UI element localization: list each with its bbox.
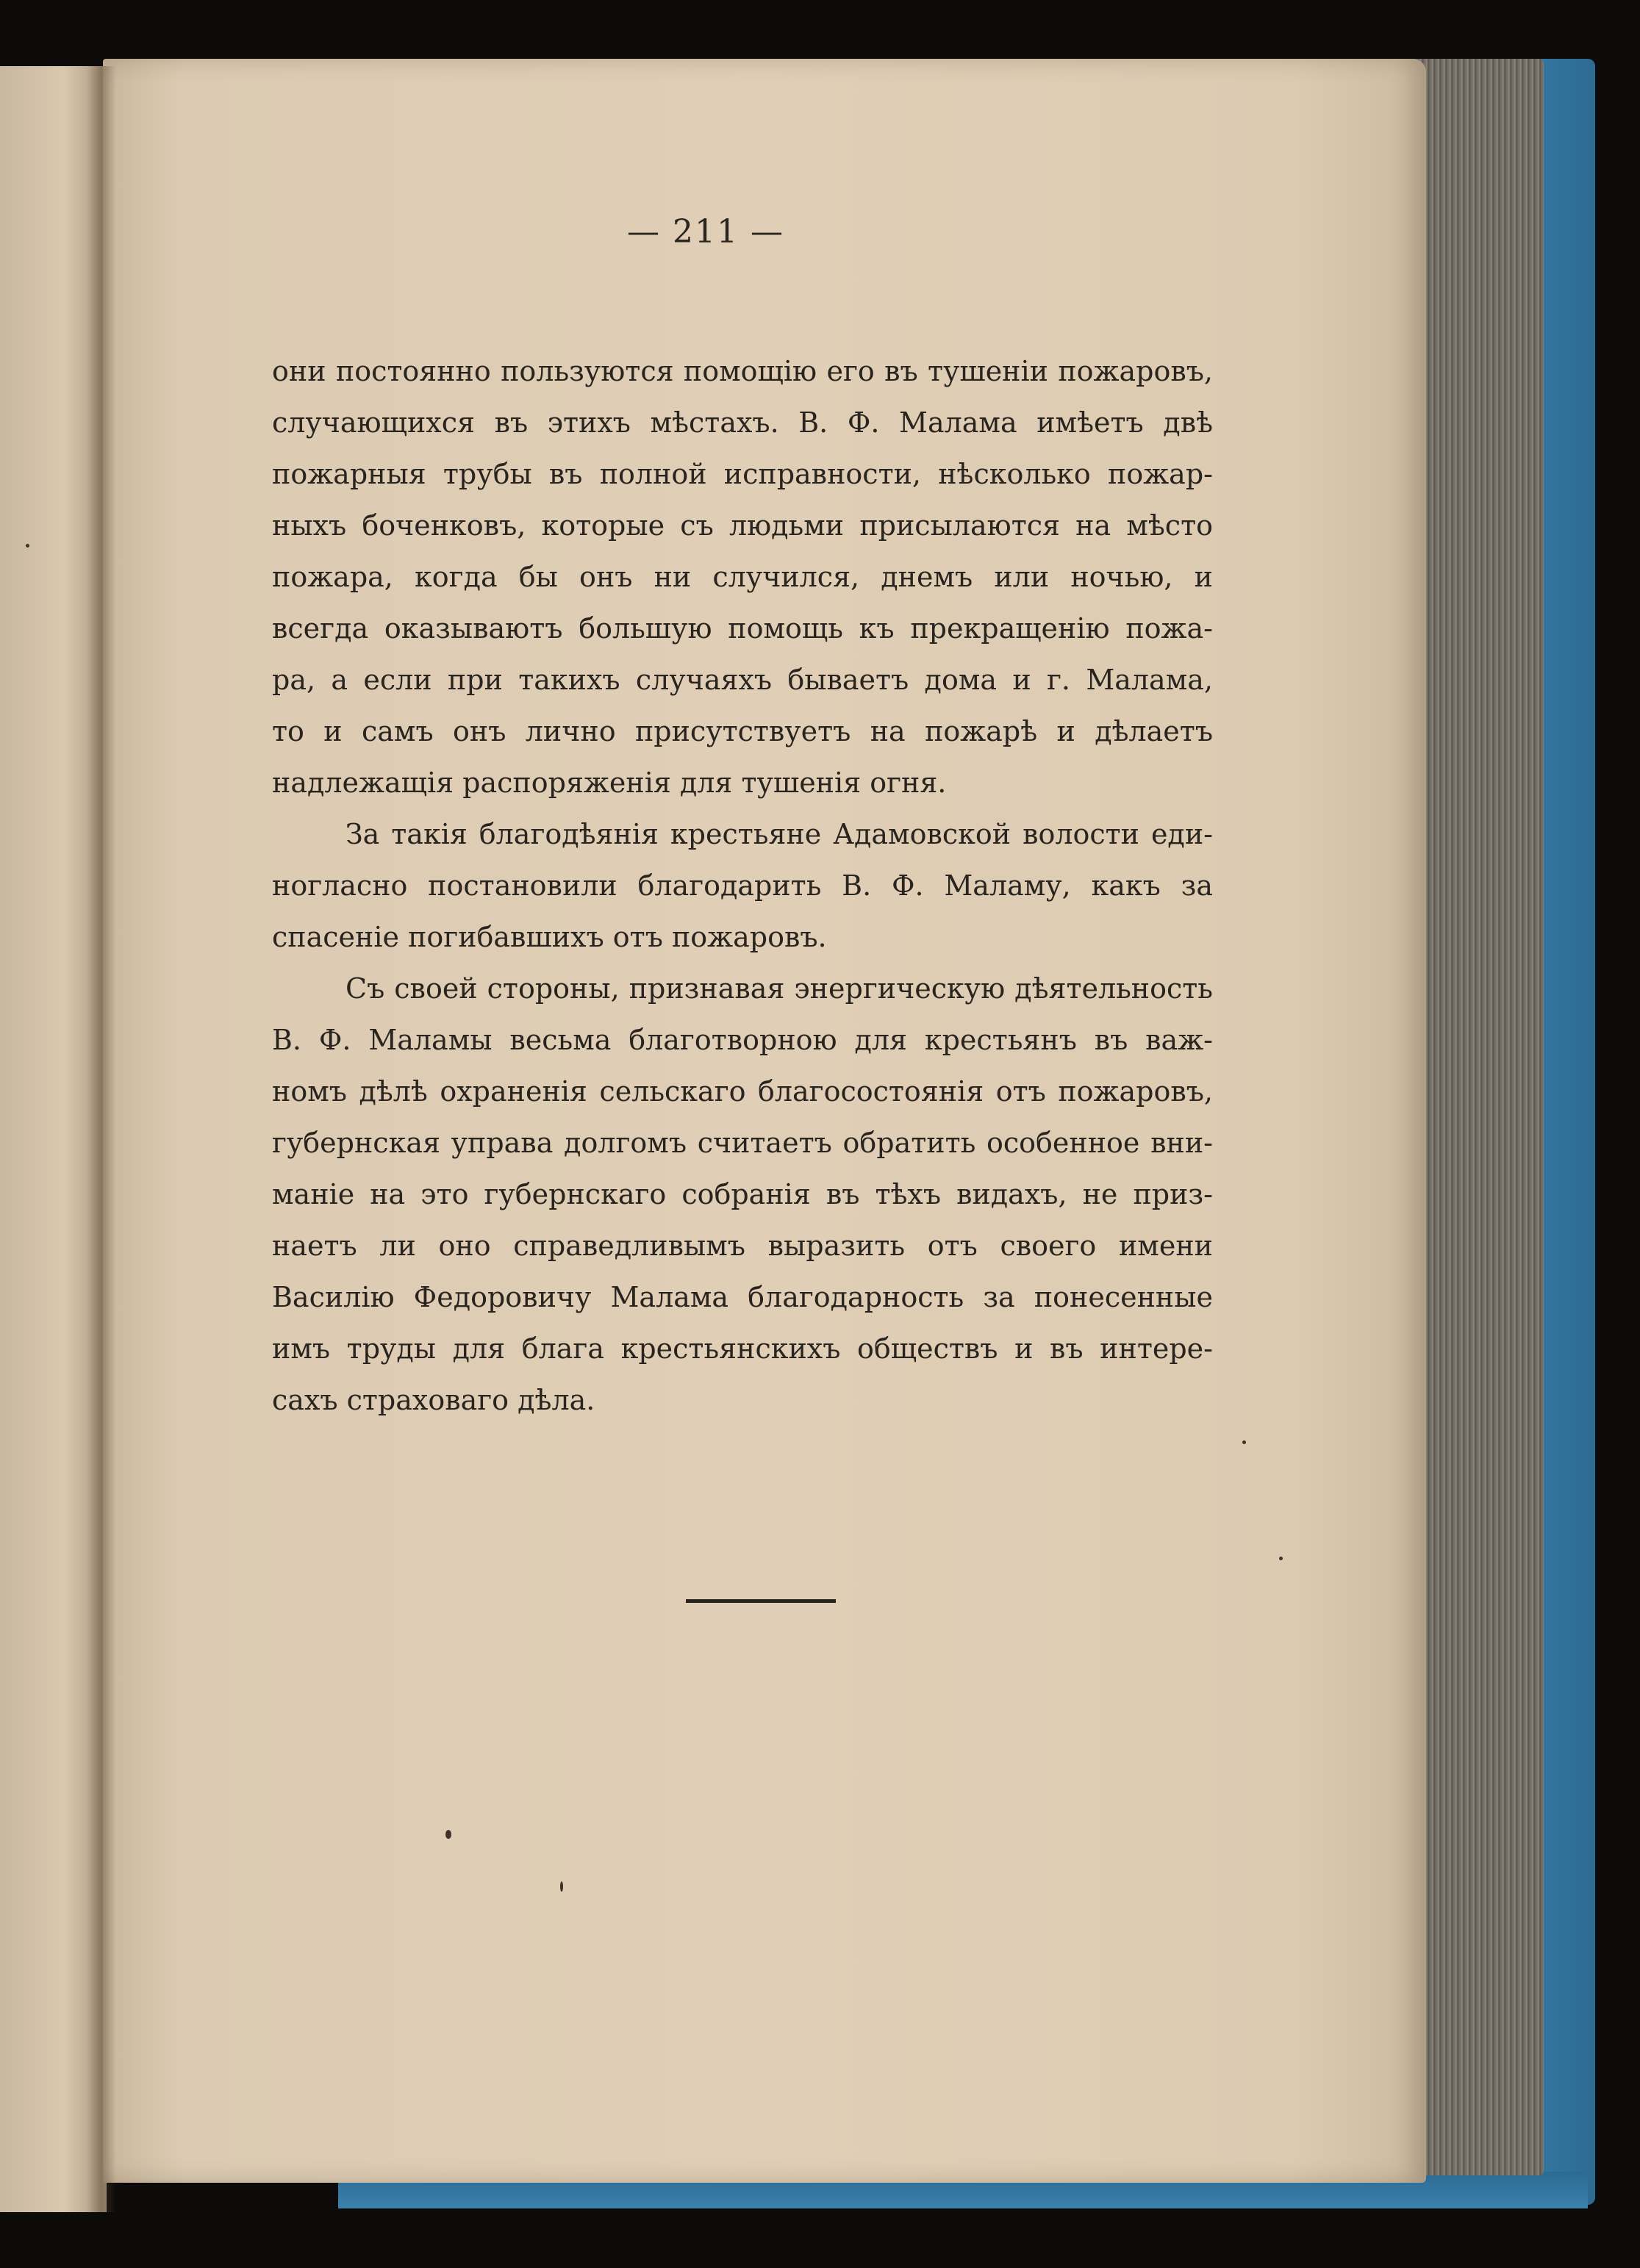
text-line: случающихся въ этихъ мѣстахъ. В. Ф. Малама имѣетъ двѣ — [272, 406, 1213, 439]
paper-speck — [560, 1881, 563, 1892]
text-line: они постоянно пользуются помощію его въ тушеніи пожаровъ, — [272, 355, 1213, 387]
text-line: Василію Федоровичу Малама благодарность за понесенные — [272, 1281, 1213, 1313]
text-line: всегда оказываютъ большую помощь къ прекращенію пожа- — [272, 612, 1213, 645]
text-line: номъ дѣлѣ охраненія сельскаго благосостоянія отъ пожаровъ, — [272, 1075, 1213, 1108]
paper-speck — [445, 1830, 451, 1839]
text-line: пожарныя трубы въ полной исправности, нѣсколько пожар- — [272, 458, 1213, 490]
text-line: спасеніе погибавшихъ отъ пожаровъ. — [272, 921, 827, 953]
text-line: Съ своей стороны, признавая энергическую дѣятельность — [345, 972, 1213, 1005]
paper-speck — [26, 544, 29, 548]
page-number: — 211 — — [627, 213, 784, 251]
page-text — [272, 345, 1213, 1426]
text-line: сахъ страховаго дѣла. — [272, 1384, 595, 1416]
text-line: губернская управа долгомъ считаетъ обратить особенное вни- — [272, 1127, 1213, 1159]
text-line: имъ труды для блага крестьянскихъ обществъ и въ интере- — [272, 1332, 1213, 1365]
text-line: пожара, когда бы онъ ни случился, днемъ или ночью, и — [272, 561, 1213, 593]
page-edges — [1419, 59, 1544, 2175]
closing-rule — [686, 1599, 836, 1603]
text-line: ра, а если при такихъ случаяхъ бываетъ дома и г. Малама, — [272, 664, 1213, 696]
text-line: ныхъ боченковъ, которые съ людьми присылаются на мѣсто — [272, 509, 1213, 542]
paper-speck — [1279, 1557, 1283, 1560]
text-line: В. Ф. Маламы весьма благотворною для крестьянъ въ важ- — [272, 1024, 1213, 1056]
text-line: За такія благодѣянія крестьяне Адамовской волости еди- — [345, 818, 1213, 850]
book-gutter — [87, 66, 116, 2212]
text-line: наетъ ли оно справедливымъ выразить отъ своего имени — [272, 1230, 1213, 1262]
text-line: ногласно постановили благодарить В. Ф. Маламу, какъ за — [272, 869, 1213, 902]
paper-speck — [1242, 1440, 1246, 1444]
text-line: то и самъ онъ лично присутствуетъ на пожарѣ и дѣлаетъ — [272, 715, 1213, 747]
text-line: маніе на это губернскаго собранія въ тѣхъ видахъ, не приз- — [272, 1178, 1213, 1210]
text-line: надлежащія распоряженія для тушенія огня. — [272, 767, 947, 799]
